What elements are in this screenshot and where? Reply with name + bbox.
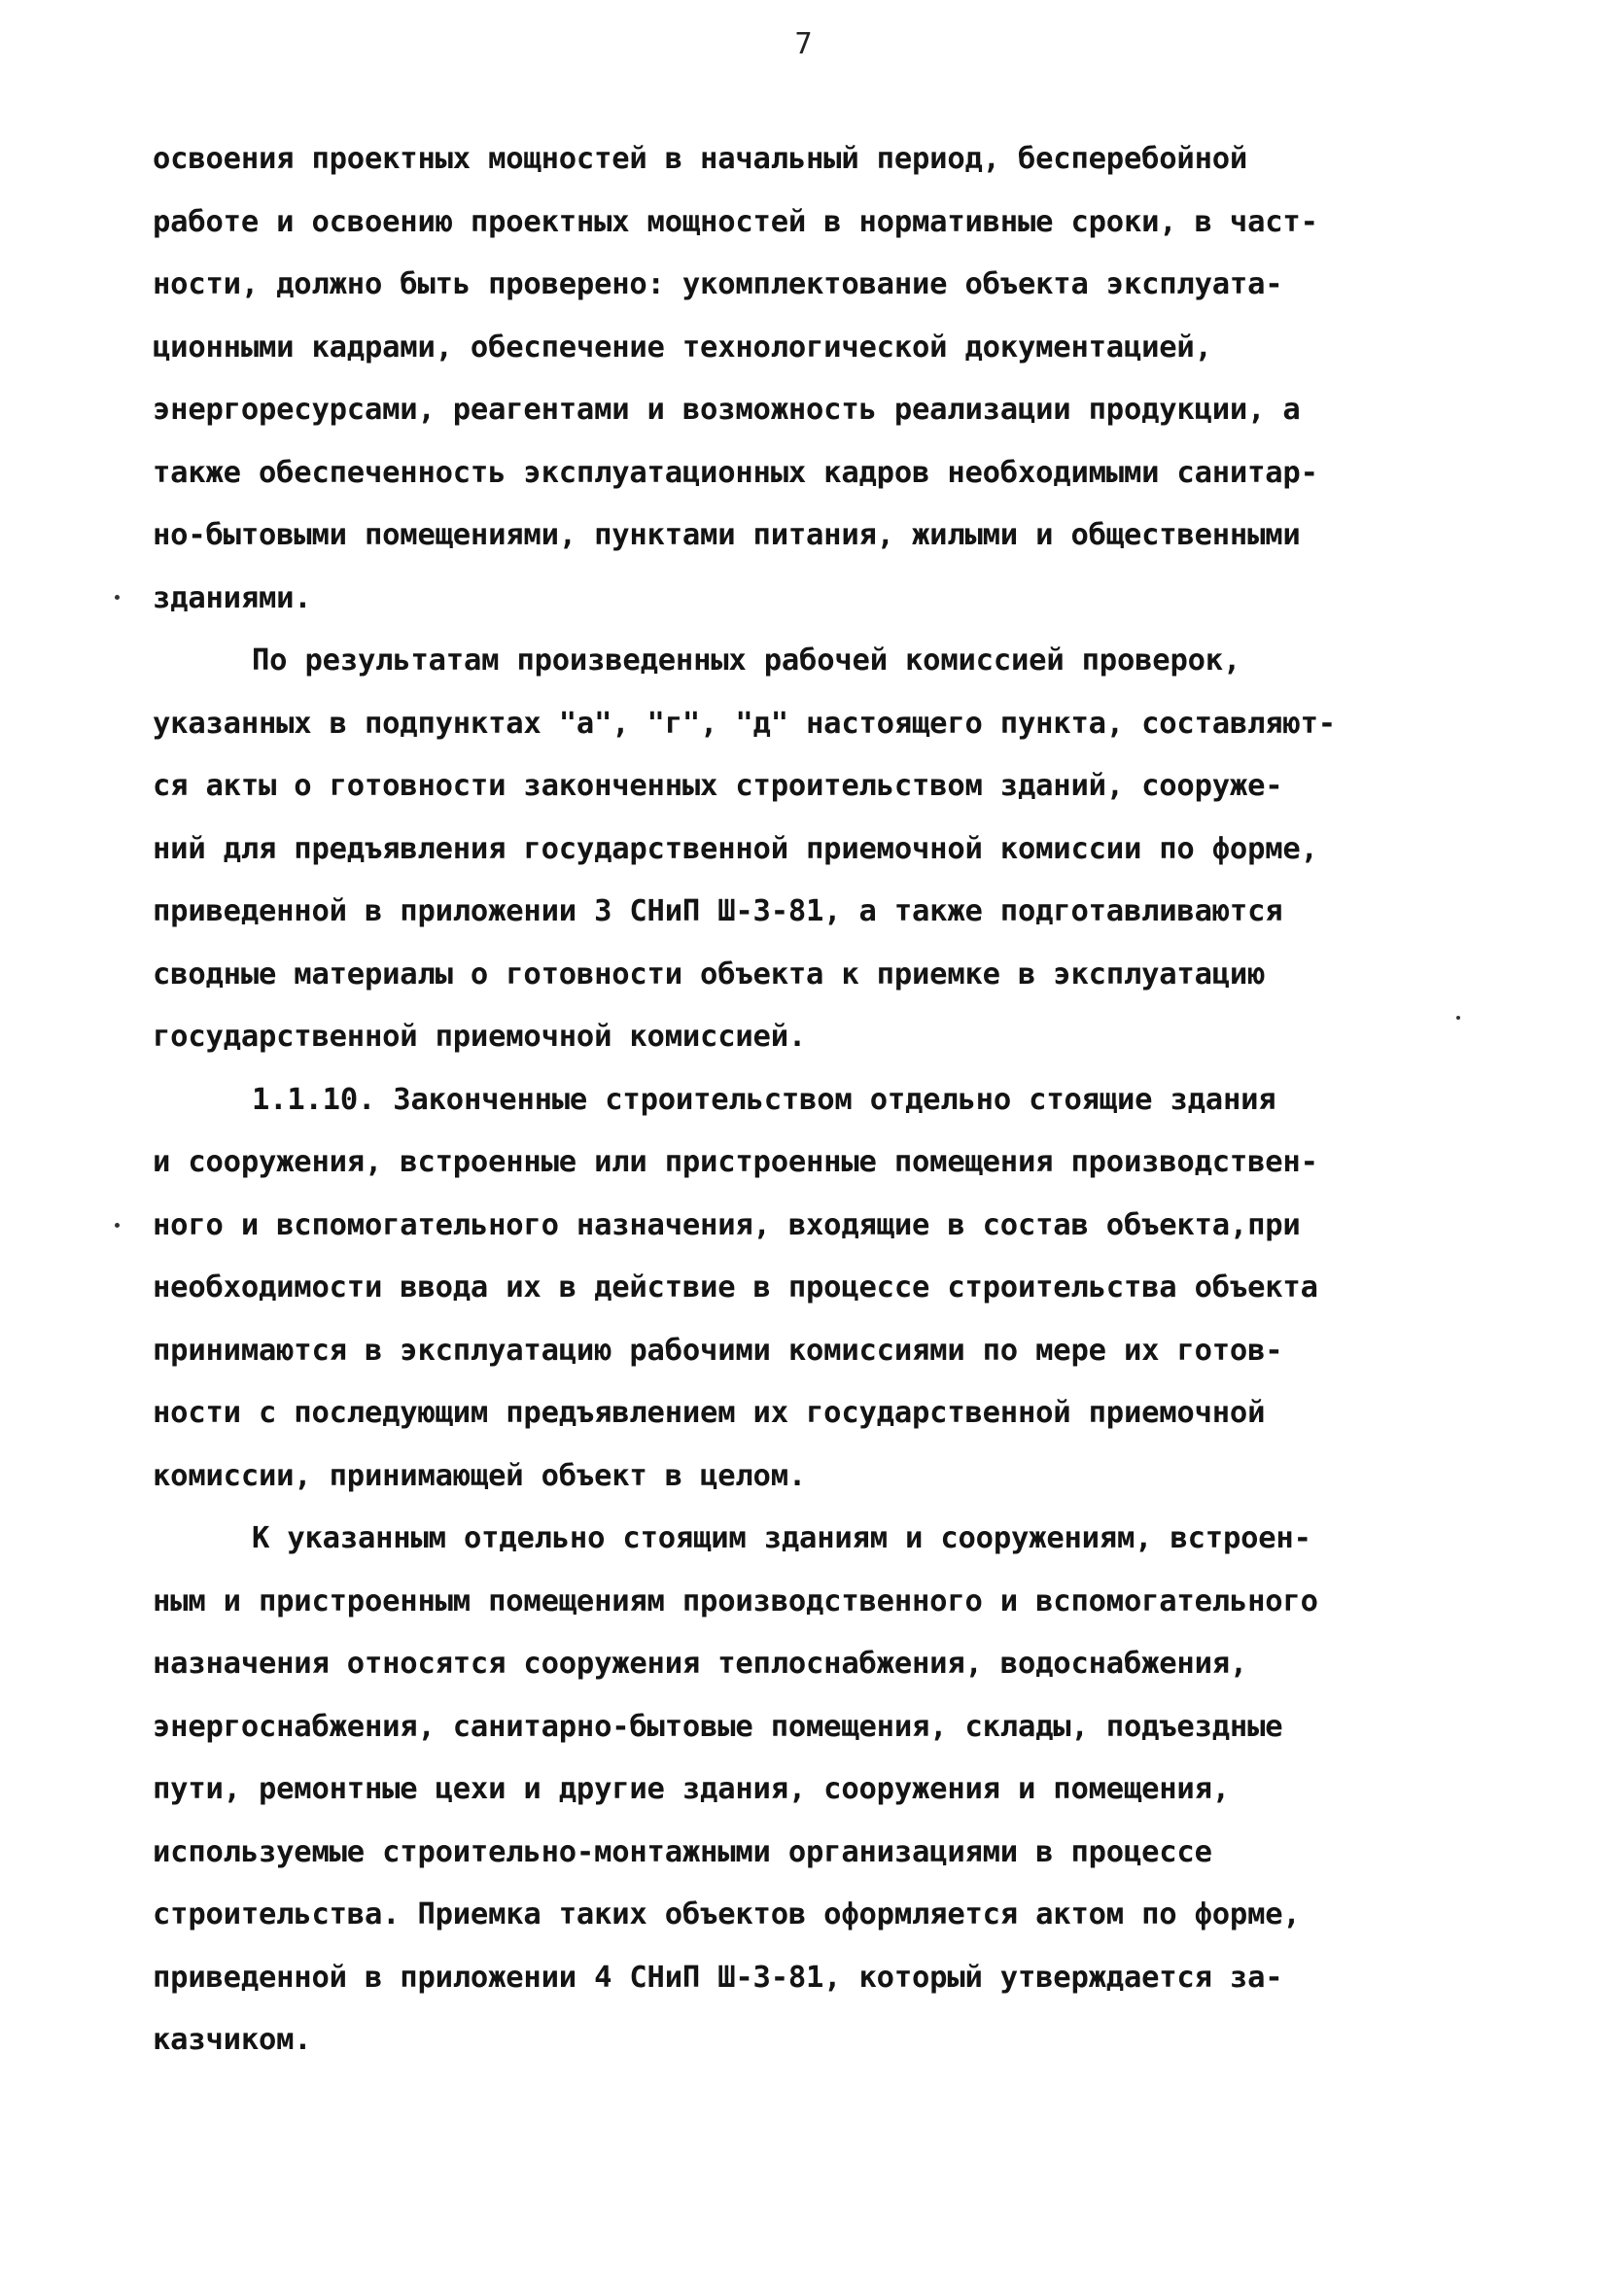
text-line: ного и вспомогательного назначения, входящие в состав объекта,при [153, 1207, 1301, 1242]
text-line: пути, ремонтные цехи и другие здания, сооружения и помещения, [153, 1772, 1230, 1806]
text-line: назначения относятся сооружения теплоснабжения, водоснабжения, [153, 1647, 1248, 1681]
text-line: казчиком. [153, 2023, 312, 2057]
text-line: комиссии, принимающей объект в целом. [153, 1458, 807, 1493]
scan-speck [115, 595, 120, 600]
text-line: работе и освоению проектных мощностей в нормативные сроки, в част- [153, 204, 1318, 239]
paragraph-3 [153, 1069, 1455, 1509]
scan-speck [1456, 1016, 1460, 1020]
text-line: К указанным отдельно стоящим зданиям и сооружениям, встроен- [252, 1521, 1311, 1555]
text-line: ний для предъявления государственной приемочной комиссии по форме, [153, 831, 1318, 866]
text-line: ционными кадрами, обеспечение технологической документацией, [153, 330, 1212, 365]
text-line: сводные материалы о готовности объекта к приемке в эксплуатацию [153, 957, 1266, 991]
text-line: государственной приемочной комиссией. [153, 1020, 807, 1054]
text-line: строительства. Приемка таких объектов оформляется актом по форме, [153, 1897, 1301, 1931]
text-line: ности, должно быть проверено: укомплектование объекта эксплуата- [153, 267, 1283, 301]
text-line: принимаются в эксплуатацию рабочими комиссиями по мере их готов- [153, 1333, 1283, 1368]
text-line: 1.1.10. Законченные строительством отдельно стоящие здания [252, 1082, 1276, 1117]
text-line: используемые строительно-монтажными организациями в процессе [153, 1834, 1212, 1869]
text-line: зданиями. [153, 580, 312, 615]
text-line: ся акты о готовности законченных строительством зданий, сооруже- [153, 769, 1283, 803]
body-text [153, 128, 1455, 2072]
text-line: необходимости ввода их в действие в процессе строительства объекта [153, 1270, 1318, 1305]
page-number: 7 [794, 27, 813, 61]
text-line: освоения проектных мощностей в начальный период, бесперебойной [153, 142, 1248, 176]
text-line: приведенной в приложении 3 СНиП Ш-3-81, а также подготавливаются [153, 894, 1283, 928]
paragraph-2 [153, 630, 1455, 1069]
scan-speck [115, 1223, 120, 1228]
text-line: ности с последующим предъявлением их государственной приемочной [153, 1396, 1266, 1430]
paragraph-1 [153, 128, 1455, 630]
text-line: ным и пристроенным помещениям производственного и вспомогательного [153, 1583, 1318, 1618]
text-line: приведенной в приложении 4 СНиП Ш-3-81, который утверждается за- [153, 1960, 1283, 1995]
text-line: также обеспеченность эксплуатационных кадров необходимыми санитар- [153, 455, 1318, 490]
text-line: и сооружения, встроенные или пристроенные помещения производствен- [153, 1145, 1318, 1179]
text-line: По результатам произведенных рабочей комиссией проверок, [252, 644, 1241, 678]
text-line: но-бытовыми помещениями, пунктами питания, жилыми и общественными [153, 518, 1301, 552]
text-line: энергоресурсами, реагентами и возможность реализации продукции, а [153, 393, 1301, 427]
text-line: указанных в подпунктах "а", "г", "д" настоящего пункта, составляют- [153, 706, 1336, 741]
text-line: энергоснабжения, санитарно-бытовые помещения, склады, подъездные [153, 1709, 1283, 1744]
paragraph-4 [153, 1508, 1455, 2072]
